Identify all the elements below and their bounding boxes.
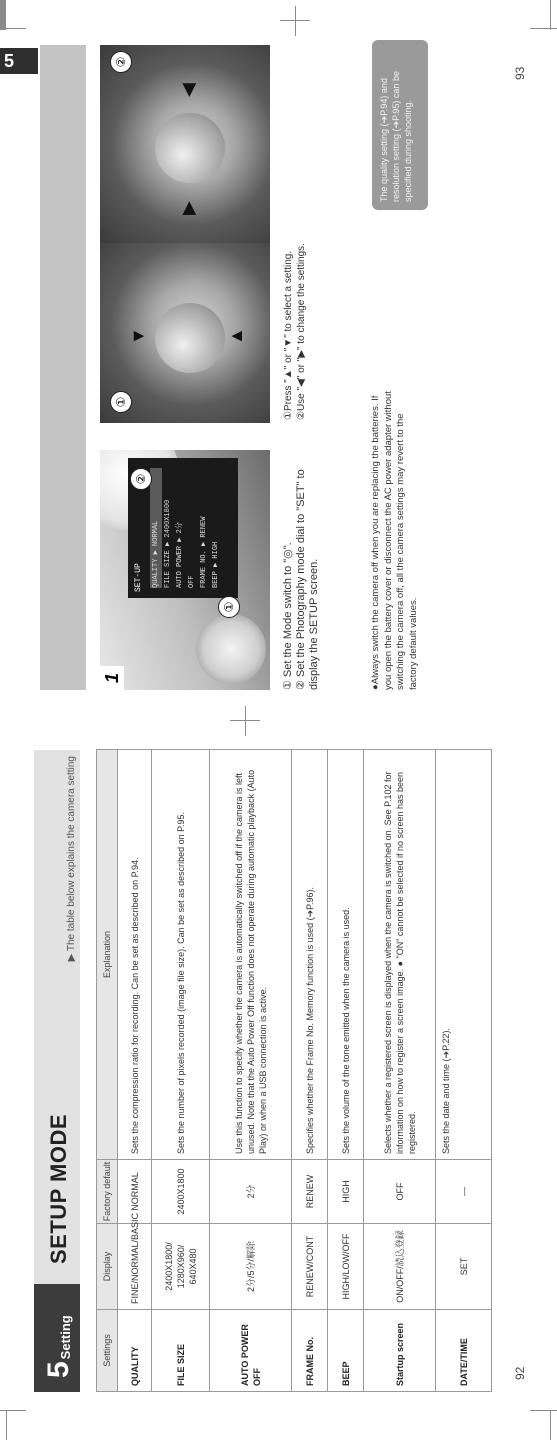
pad-center-image <box>155 303 225 373</box>
setting-explanation: Sets the date and time (➔P.22). <box>436 750 492 1160</box>
setting-default: — <box>436 1160 492 1224</box>
quality-note: The quality setting (➔P.94) and resolution setting (➔P.95) can be specified during shooting. <box>372 40 428 210</box>
title-note: ▶ The table below explains the camera setting <box>66 756 77 962</box>
setting-explanation: Specifies whether the Frame No. Memory function is used (➔P.96). <box>292 750 328 1160</box>
setup-table <box>96 749 492 1392</box>
lcd-header: SET-UP <box>134 563 143 592</box>
setting-name: QUALITY <box>118 1310 152 1392</box>
setting-display: SET <box>436 1224 492 1310</box>
setting-display: 2分/5分/解除 <box>210 1224 292 1310</box>
chapter-number: 5 <box>42 1361 75 1378</box>
setting-explanation: Use this function to specify whether the camera is automatically switched off if the camera is left unused. Note that the Auto Power Off function does not operate during automatic playback (Auto Play) or when a USB connection is active. <box>210 750 292 1160</box>
lcd-menu-line: FILE SIZE ▶ 2400X1800 <box>164 499 172 588</box>
lcd-menu-line: QUALITY ▶ NORMAL <box>150 468 162 588</box>
lcd-menu-line: OFF <box>188 575 196 588</box>
page-number: 92 <box>513 1366 527 1380</box>
pad-center-image <box>155 113 225 183</box>
title-band <box>34 750 80 1284</box>
setting-display: FINE/NORMAL/BASIC <box>118 1224 152 1310</box>
setting-name: FRAME No. <box>292 1310 328 1392</box>
table-row <box>292 750 328 1392</box>
caption-line: ①Press "▲" or "▼" to select a setting. <box>283 250 294 420</box>
setting-display: 2400X1800/ 1280X960/ 640X480 <box>152 1224 210 1310</box>
arrow-up-down-icon: ▼ <box>128 327 148 345</box>
setting-default: HIGH <box>328 1160 364 1224</box>
mode-switch-image <box>196 614 266 684</box>
direction-pad-photo-2 <box>100 45 270 243</box>
column-header: Display <box>97 1224 118 1310</box>
camera-dial-photo <box>100 450 270 690</box>
step-number: 1 <box>100 666 124 690</box>
caption-line: ② Set the Photography mode dial to "SET" to display the SETUP screen. <box>295 469 320 690</box>
lcd-menu <box>150 468 222 588</box>
setting-explanation: Sets the compression ratio for recording. Can be set as described on P.94. <box>118 750 152 1160</box>
setting-display: RENEW/CONT <box>292 1224 328 1310</box>
lcd-menu-line: AUTO POWER ▶ 2分 <box>176 522 184 588</box>
table-row <box>364 750 436 1392</box>
setting-explanation: Selects whether a registered screen is displayed when the camera is switched on. See P.102 for information on how to register a screen image. ● "ON" cannot be selected if no screen has been registered. <box>364 750 436 1160</box>
setting-name: DATE/TIME <box>436 1310 492 1392</box>
step-circle-label: ② <box>130 468 152 490</box>
setting-default: 2分 <box>210 1160 292 1224</box>
setting-name: FILE SIZE <box>152 1310 210 1392</box>
dial-caption <box>282 440 321 690</box>
caption-line: ① Set the Mode switch to "◎". <box>282 542 294 690</box>
lcd-menu-line: BEEP ▶ HIGH <box>212 541 220 588</box>
column-header: Factory default <box>97 1160 118 1224</box>
battery-warning: ●Always switch the camera off when you are replacing the batteries. If you open the battery cover or disconnect the AC power adapter without switching the camera off, all the camera settings may revert to the factory default values. <box>370 391 419 690</box>
table-row <box>328 750 364 1392</box>
setting-explanation: Sets the number of pixels recorded (image file size). Can be set as described on P.95. <box>152 750 210 1160</box>
table-row <box>436 750 492 1392</box>
setting-name: Startup screen <box>364 1310 436 1392</box>
caption-line: ②Use "◀" or "▶" to change the settings. <box>296 243 307 420</box>
column-header: Settings <box>97 1310 118 1392</box>
arrow-left-right-icon: ▶ <box>178 201 198 215</box>
pad-caption <box>282 50 308 420</box>
lcd-menu-line: FRAME NO. ▶ RENEW <box>200 516 208 588</box>
setting-default: NORMAL <box>118 1160 152 1224</box>
table-row <box>152 750 210 1392</box>
step-circle-label: ① <box>218 596 240 618</box>
header-band <box>40 45 86 690</box>
left-page <box>0 720 557 1440</box>
setting-explanation: Sets the volume of the tone emitted when the camera is used. <box>328 750 364 1160</box>
chapter-tab: 5 <box>0 48 38 74</box>
chapter-word: Setting <box>58 1315 73 1360</box>
table-header-row <box>97 750 118 1392</box>
setting-display: HIGH/LOW/OFF <box>328 1224 364 1310</box>
page-title: SETUP MODE <box>46 1113 71 1264</box>
step-circle-label: ① <box>110 391 132 413</box>
table-row <box>210 750 292 1392</box>
column-header: Explanation <box>97 750 118 1160</box>
setting-name: AUTO POWER OFF <box>210 1310 292 1392</box>
direction-pad-photo-1 <box>100 243 270 423</box>
table-row <box>118 750 152 1392</box>
setting-display: ON/OFF/読込登録 <box>364 1224 436 1310</box>
setting-default: RENEW <box>292 1160 328 1224</box>
setting-name: BEEP <box>328 1310 364 1392</box>
chapter-label <box>34 1284 80 1392</box>
setting-default: 2400X1800 <box>152 1160 210 1224</box>
arrow-up-down-icon: ▲ <box>226 327 246 345</box>
arrow-left-right-icon: ◀ <box>178 83 198 97</box>
setting-default: OFF <box>364 1160 436 1224</box>
step-circle-label: ② <box>110 51 132 73</box>
page-number: 93 <box>513 66 527 80</box>
